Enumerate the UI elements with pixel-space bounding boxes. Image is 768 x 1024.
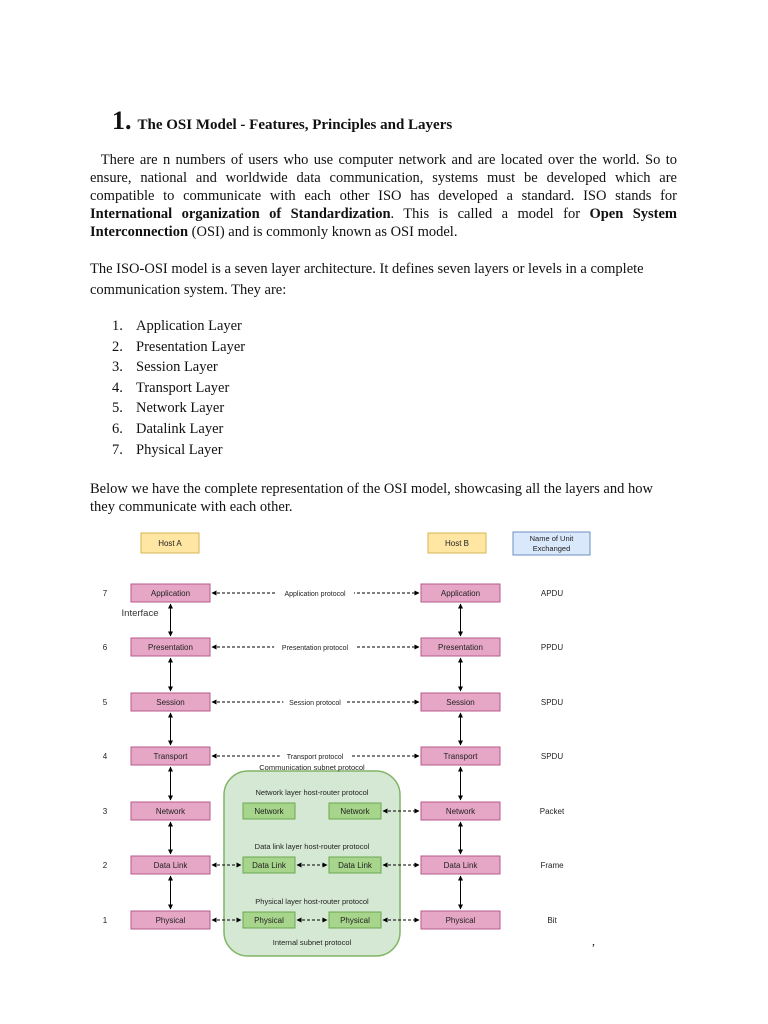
router-2-layer-3-label: Network	[340, 807, 370, 816]
layer-number-5: 5	[102, 698, 108, 707]
below-paragraph: Below we have the complete representation of the OSI model, showcasing all the layers and how they communicate with each other.	[90, 481, 653, 515]
host-a-layer-4-label: Transport	[153, 752, 188, 761]
router-2-layer-1-label: Physical	[340, 916, 370, 925]
list-item: 5. Network Layer	[112, 400, 225, 417]
host-b-layer-4-label: Transport	[443, 752, 478, 761]
layer-number-3: 3	[102, 807, 108, 816]
unit-name-4: SPDU	[540, 752, 564, 761]
section-number: 1.	[112, 106, 132, 135]
list-item: 1. Application Layer	[112, 318, 242, 334]
internal-subnet-label: Internal subnet protocol	[272, 938, 352, 947]
unit-header-line-1: Name of Unit	[529, 534, 574, 543]
list-item: 2. Presentation Layer	[112, 338, 246, 355]
layer-number-1: 1	[102, 916, 108, 925]
layer-list	[112, 316, 245, 460]
layer-number-7: 7	[102, 589, 108, 598]
iso-full-name: International organization of Standardization	[90, 206, 391, 222]
intro-text-2: . This is called a model for	[390, 206, 590, 222]
list-item: 3. Session Layer	[112, 359, 218, 376]
router-2-layer-2-label: Data Link	[338, 861, 372, 870]
host-a-layer-1-label: Physical	[155, 916, 186, 925]
host-router-protocol-label-1: Physical layer host-router protocol	[255, 897, 369, 906]
host-a-layer-5-label: Session	[156, 698, 185, 707]
host-a-label: Host A	[158, 539, 182, 548]
layer-number-6: 6	[102, 643, 108, 652]
peer-protocol-label-6: Presentation protocol	[281, 645, 349, 652]
unit-name-6: PPDU	[540, 643, 564, 652]
list-item: 7. Physical Layer	[112, 441, 223, 458]
unit-name-3: Packet	[539, 807, 565, 816]
osi-full-name: Open System Interconnection	[90, 206, 677, 240]
layer-number-4: 4	[102, 752, 108, 761]
stray-mark: ,	[592, 934, 595, 948]
osi-diagram	[90, 528, 610, 964]
layer-number-2: 2	[102, 861, 108, 870]
unit-name-5: SPDU	[540, 698, 564, 707]
unit-name-1: Bit	[547, 916, 557, 925]
host-b-layer-1-label: Physical	[445, 916, 476, 925]
host-router-protocol-label-3: Network layer host-router protocol	[255, 788, 369, 797]
router-1-layer-1-label: Physical	[254, 916, 284, 925]
intro-paragraph	[90, 151, 681, 241]
host-a-layer-2-label: Data Link	[153, 861, 188, 870]
section-heading	[112, 106, 452, 136]
host-a-layer-3-label: Network	[155, 807, 186, 816]
list-item: 4. Transport Layer	[112, 379, 230, 396]
router-1-layer-3-label: Network	[254, 807, 284, 816]
communication-subnet-label: Communication subnet protocol	[259, 763, 365, 772]
host-b-layer-2-label: Data Link	[443, 861, 478, 870]
host-b-layer-6-label: Presentation	[438, 643, 483, 652]
host-b-label: Host B	[444, 539, 470, 548]
intro-text-1: There are n numbers of users who use computer network and are located over the world. So to ensure, national and worldwide data communication, systems must be developed which are compatible to communicate with each other ISO has developed a standard. ISO stands for	[90, 152, 681, 204]
intro-text-3: (OSI) and is commonly known as OSI model.	[188, 224, 458, 240]
unit-name-2: Frame	[540, 861, 564, 870]
peer-protocol-label-7: Application protocol	[284, 591, 346, 598]
diagram-content	[103, 532, 590, 956]
host-router-protocol-label-2: Data link layer host-router protocol	[254, 842, 370, 851]
interface-label: Interface	[121, 608, 159, 619]
host-b-layer-7-label: Application	[440, 589, 481, 598]
unit-name-7: APDU	[540, 589, 564, 598]
architecture-paragraph: The ISO-OSI model is a seven layer architecture. It defines seven layers or levels in a complete communication system. They are:	[90, 261, 644, 298]
host-b-layer-3-label: Network	[445, 807, 476, 816]
router-1-layer-2-label: Data Link	[252, 861, 286, 870]
peer-protocol-label-4: Transport protocol	[286, 754, 344, 761]
host-a-layer-7-label: Application	[150, 589, 191, 598]
list-item: 6. Datalink Layer	[112, 420, 224, 437]
peer-protocol-label-5: Session protocol	[289, 700, 341, 707]
host-b-layer-5-label: Session	[446, 698, 475, 707]
section-title: The OSI Model - Features, Principles and Layers	[137, 117, 453, 133]
host-a-layer-6-label: Presentation	[148, 643, 193, 652]
unit-header-line-2: Exchanged	[532, 544, 571, 553]
